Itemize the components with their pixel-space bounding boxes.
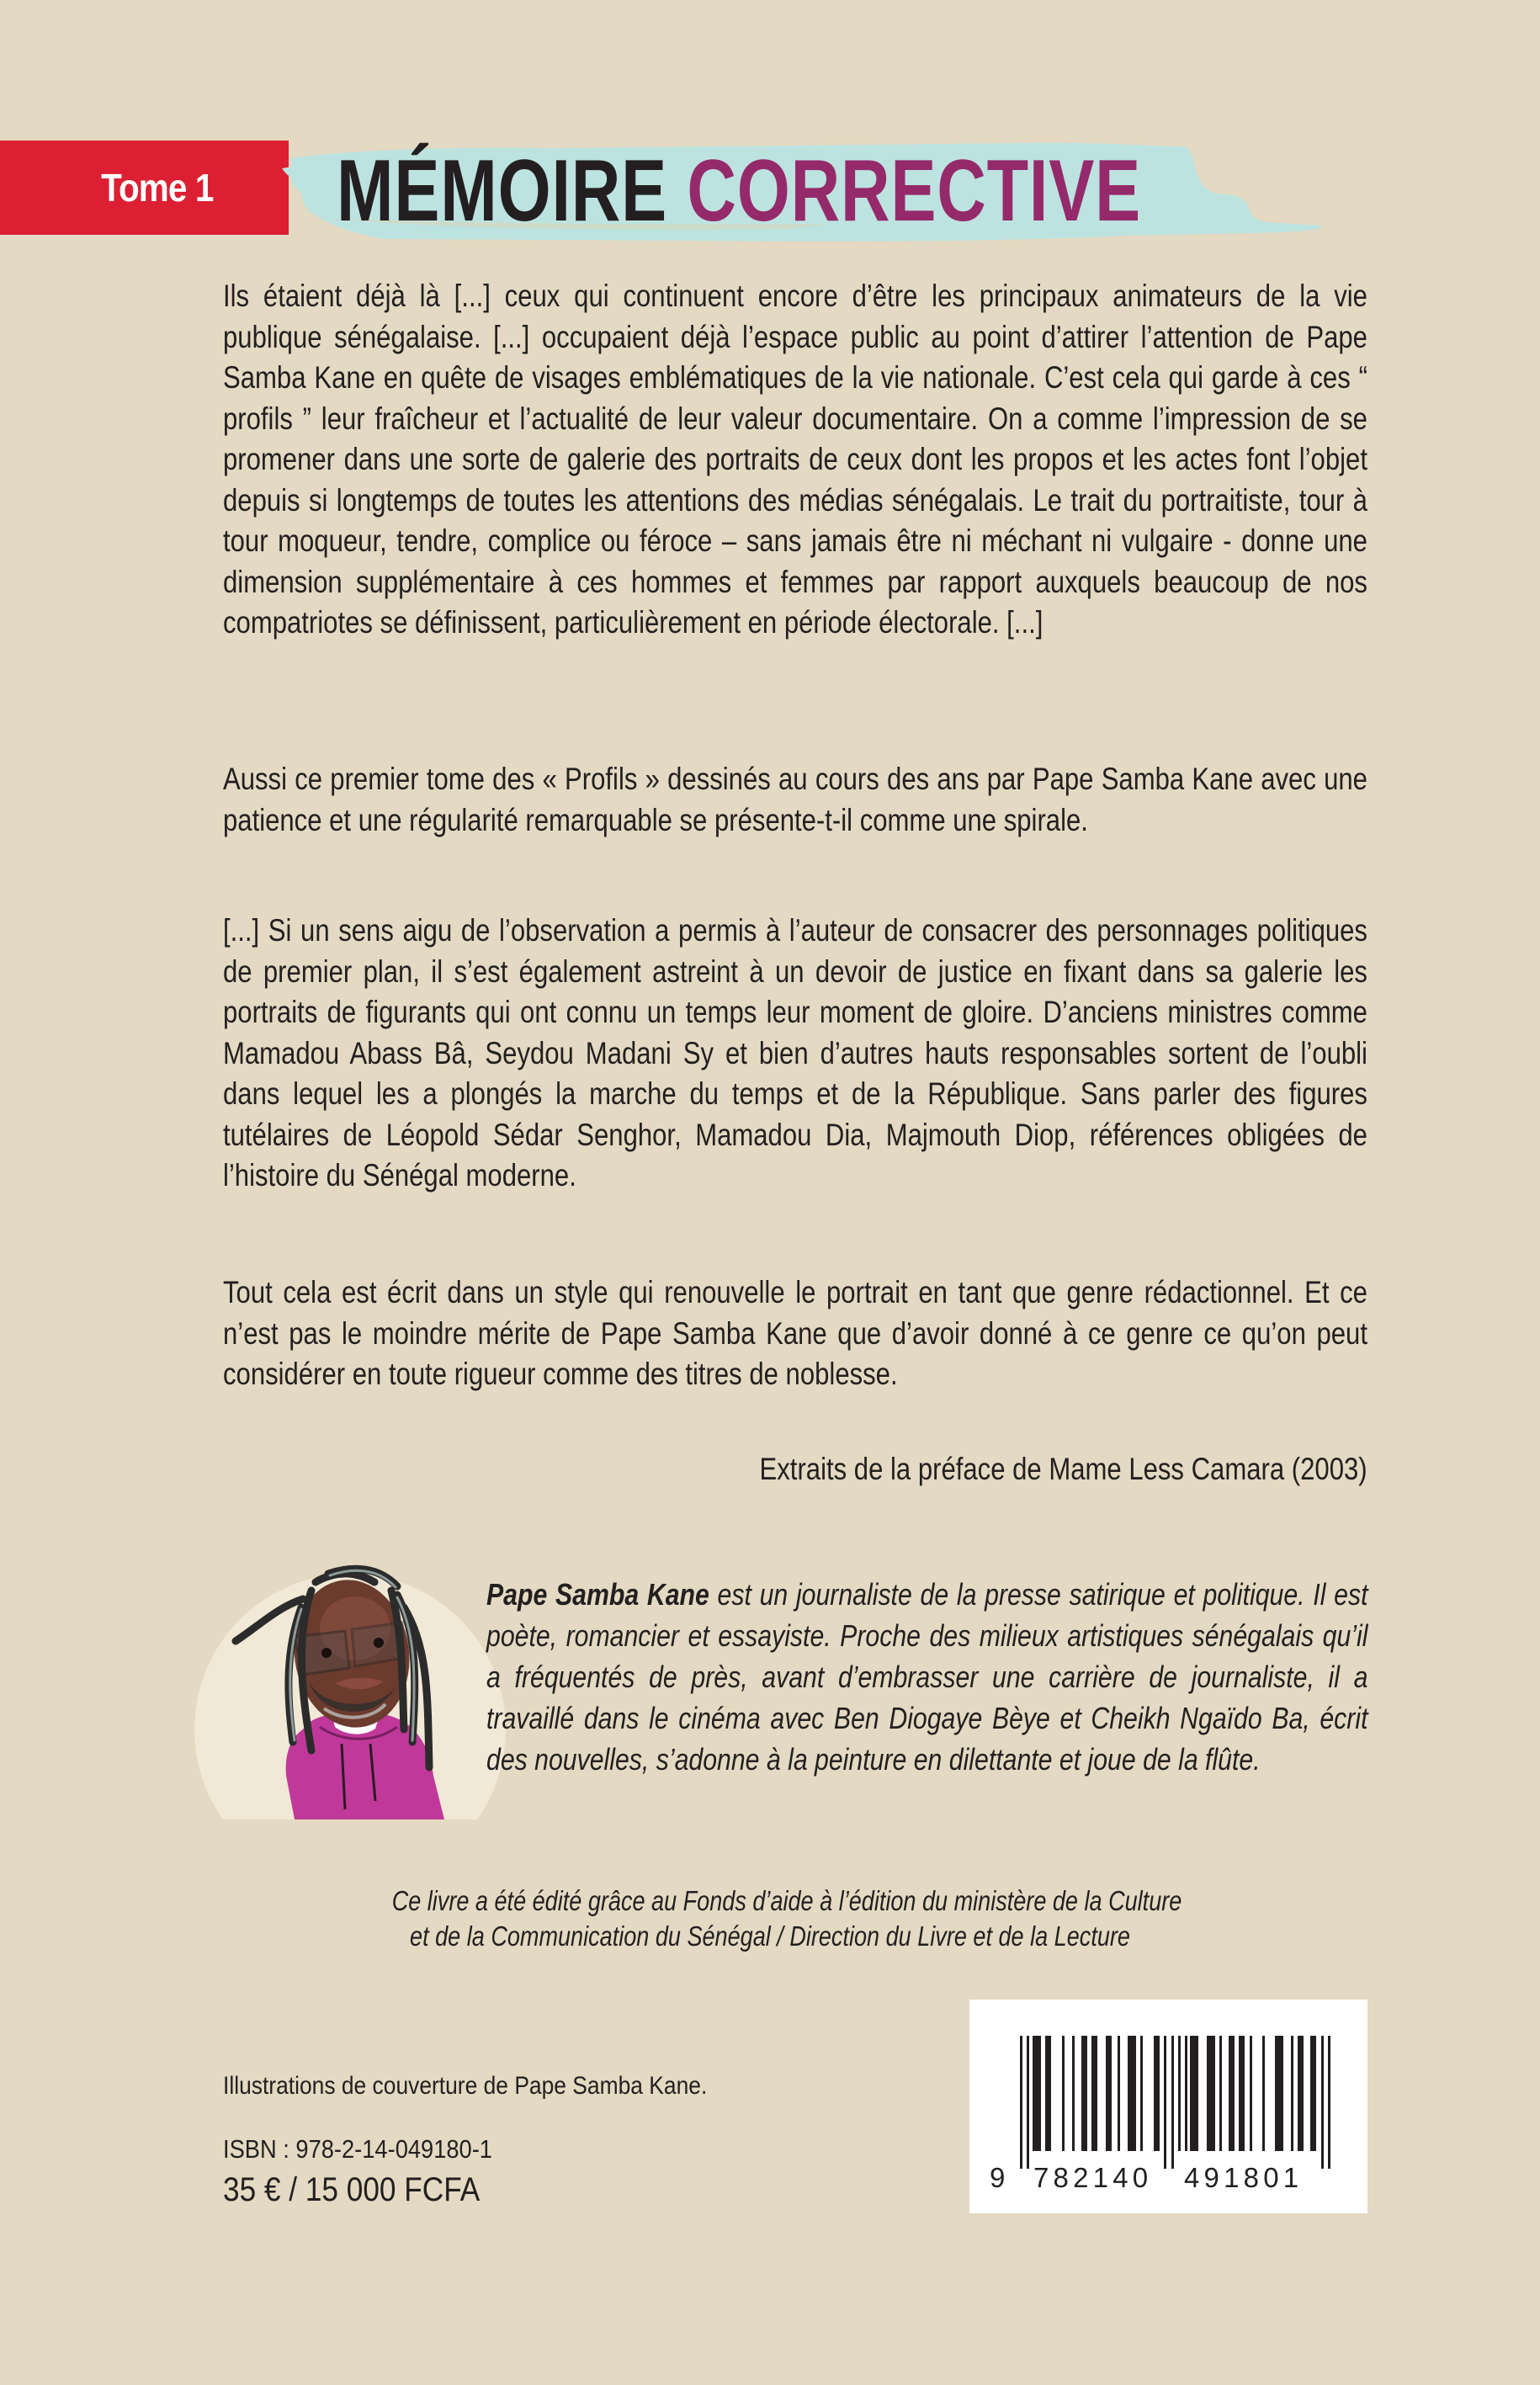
- preface-text: [...] Si un sens aigu de l’observation a permis à l’auteur de consacrer des personnages politiques de premier plan, il s’est également astreint à un devoir de justice en fixant dans sa galerie les portraits de figurants qui ont connu un temps leur moment de gloire. D’anciens ministres comme Mamadou Abass Bâ, Seydou Madani Sy et bien d’autres hauts responsables sortent de l’oubli dans lequel les a plongés la marche du temps et de la République. Sans parler des figures tutélaires de Léopold Sédar Senghor, Mamadou Dia, Majmouth Diop, références obligées de l’histoire du Sénégal moderne.: [223, 913, 1367, 1192]
- preface-paragraph-4: [223, 1272, 1367, 1395]
- barcode-first-digit: 9: [990, 2162, 1010, 2193]
- funding-line-2: et de la Communication du Sénégal / Direction du Livre et de la Lecture: [410, 1920, 1130, 1952]
- title-word-corrective: CORRECTIVE: [687, 142, 1142, 240]
- barcode-left-group: 782140: [1033, 2162, 1153, 2193]
- author-caricature-image: [177, 1548, 522, 1819]
- author-name: Pape Samba Kane: [486, 1577, 709, 1612]
- barcode-digits: [969, 2000, 1367, 2213]
- illustrations-credit: Illustrations de couverture de Pape Samba Kane.: [223, 2072, 708, 2100]
- preface-text: Ils étaient déjà là [...] ceux qui continuent encore d’être les principaux animateurs de la vie publique sénégalaise. [...] occupaient déjà l’espace public au point d’attirer l’attention de Pape Samba Kane en quête de visages emblématiques de la vie nationale. C’est cela qui garde à ces “ profils ” leur fraîcheur et l’actualité de leur valeur documentaire. On a comme l’impression de se promener dans une sorte de galerie des portraits de ceux dont les propos et les actes font l’objet depuis si longtemps de toutes les attentions des médias sénégalais. Le trait du portraitiste, tour à tour moqueur, tendre, complice ou féroce – sans jamais être ni méchant ni vulgaire - donne une dimension supplémentaire à ces hommes et femmes par rapport auxquels beaucoup de nos compatriotes se définissent, particulièrement en période électorale. [...]: [223, 279, 1367, 640]
- price: 35 € / 15 000 FCFA: [223, 2171, 481, 2208]
- author-portrait: [177, 1548, 522, 1819]
- preface-paragraph-3: [223, 911, 1367, 1197]
- barcode-right-group: 491801: [1184, 2162, 1304, 2193]
- preface-text: Tout cela est écrit dans un style qui renouvelle le portrait en tant que genre rédactionnel. Et ce n’est pas le moindre mérite de Pape Samba Kane que d’avoir donné à ce genre ce qu’on peut considérer en toute rigueur comme des titres de noblesse.: [223, 1275, 1367, 1391]
- preface-paragraph-2: [223, 759, 1367, 841]
- preface-text: Aussi ce premier tome des « Profils » dessinés au cours des ans par Pape Samba Kane avec une patience et une régularité remarquable se présente-t-il comme une spirale.: [223, 762, 1367, 837]
- author-bio-text: est un journaliste de la presse satirique et politique. Il est poète, romancier et essayiste. Proche des milieux artistiques sénégalais qu’il a fréquentés de près, avant d’embrasser une carrière de journaliste, il a travaillé dans le cinéma avec Ben Diogaye Bèye et Cheikh Ngaïdo Ba, écrit des nouvelles, s’adonne à la peinture en dilettante et joue de la flûte.: [486, 1577, 1368, 1777]
- funding-notice: [0, 1883, 1540, 1954]
- tome-label: Tome 1: [100, 166, 214, 210]
- tome-badge: [0, 141, 289, 235]
- funding-line-1: Ce livre a été édité grâce au Fonds d’aide à l’édition du ministère de la Culture: [391, 1885, 1182, 1916]
- barcode: [969, 2000, 1367, 2213]
- author-bio: [486, 1574, 1367, 1780]
- title-word-memoire: MÉMOIRE: [337, 142, 668, 240]
- preface-paragraph-1: [223, 276, 1367, 644]
- preface-attribution: Extraits de la préface de Mame Less Camara (2003): [759, 1452, 1367, 1486]
- book-title: [337, 142, 1142, 240]
- isbn: ISBN : 978-2-14-049180-1: [223, 2134, 492, 2164]
